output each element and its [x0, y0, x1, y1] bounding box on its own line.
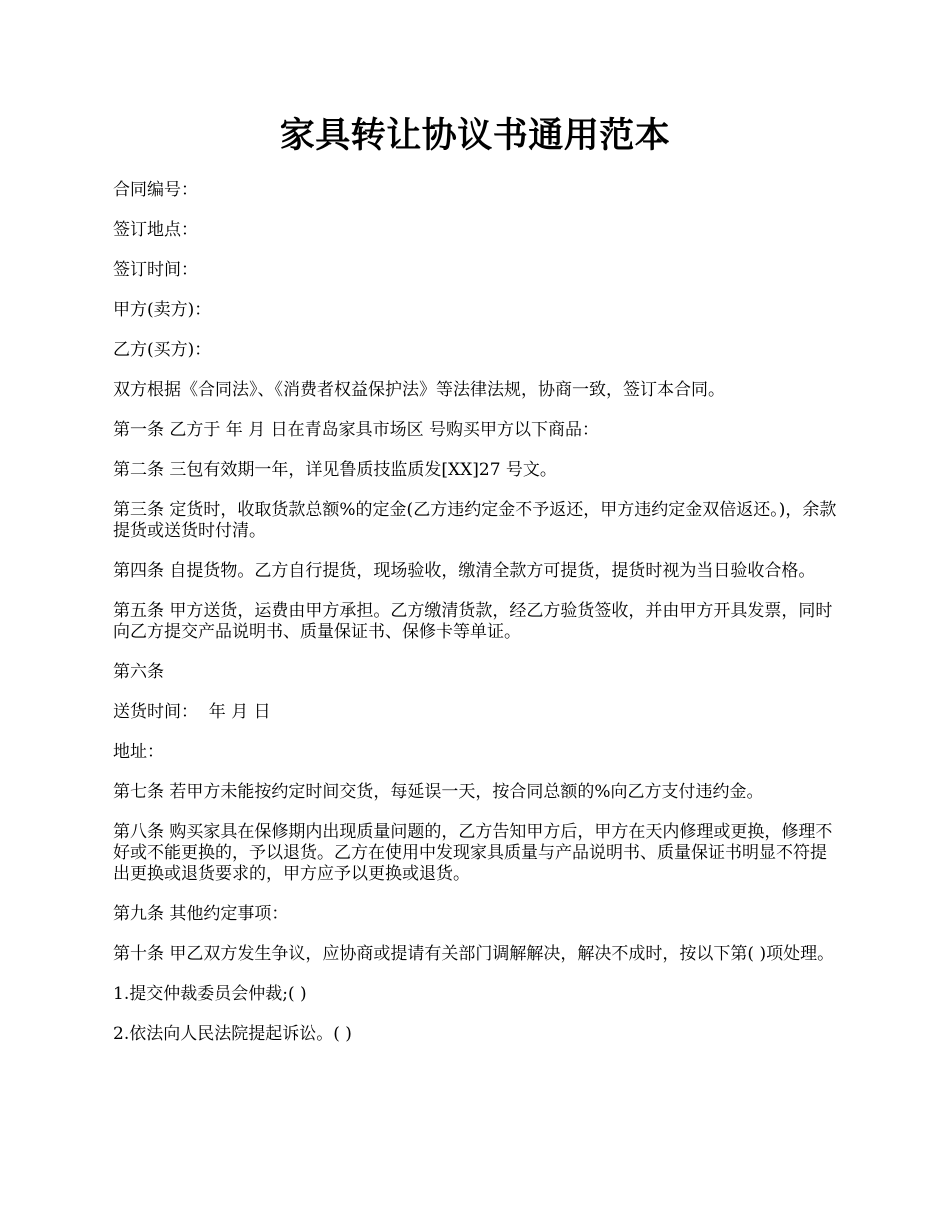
paragraph-preamble: 双方根据《合同法》、《消费者权益保护法》等法律法规，协商一致，签订本合同。 [113, 380, 725, 400]
paragraph-party-a: 甲方(卖方)： [113, 300, 212, 320]
paragraph-article-6: 第六条 [113, 662, 164, 682]
paragraph-option-1: 1.提交仲裁委员会仲裁;( ) [113, 984, 307, 1004]
paragraph-article-2: 第二条 三包有效期一年，详见鲁质技监质发[XX]27 号文。 [113, 460, 557, 480]
paragraph-article-3: 第三条 定货时，收取货款总额%的定金(乙方违约定金不予返还，甲方违约定金双倍返还。)，余款提货或送货时付清。 [113, 500, 837, 541]
paragraph-delivery-time: 送货时间： 年 月 日 [113, 702, 271, 722]
paragraph-option-2: 2.依法向人民法院提起诉讼。( ) [113, 1024, 352, 1044]
paragraph-signing-time: 签订时间： [113, 260, 198, 280]
paragraph-address: 地址： [113, 742, 164, 762]
paragraph-article-8: 第八条 购买家具在保修期内出现质量问题的，乙方告知甲方后，甲方在天内修理或更换，修理不好或不能更换的，予以退货。乙方在使用中发现家具质量与产品说明书、质量保证书明显不符提出更换或退货要求的，甲方应予以更换或退货。 [113, 822, 833, 884]
document-title: 家具转让协议书通用范本 [279, 115, 671, 156]
paragraph-article-1: 第一条 乙方于 年 月 日在青岛家具市场区 号购买甲方以下商品： [113, 420, 600, 440]
paragraph-article-5: 第五条 甲方送货，运费由甲方承担。乙方缴清货款，经乙方验货签收，并由甲方开具发票，同时向乙方提交产品说明书、质量保证书、保修卡等单证。 [113, 601, 833, 642]
paragraph-party-b: 乙方(买方)： [113, 340, 212, 360]
paragraph-article-10: 第十条 甲乙双方发生争议，应协商或提请有关部门调解解决，解决不成时，按以下第( )项处理。 [113, 944, 835, 964]
paragraph-article-7: 第七条 若甲方未能按约定时间交货，每延误一天，按合同总额的%向乙方支付违约金。 [113, 782, 764, 802]
paragraph-signing-place: 签订地点： [113, 220, 198, 240]
paragraph-article-4: 第四条 自提货物。乙方自行提货，现场验收，缴清全款方可提货，提货时视为当日验收合格。 [113, 561, 816, 581]
paragraph-article-9: 第九条 其他约定事项： [113, 904, 289, 924]
paragraph-contract-number: 合同编号： [113, 180, 198, 200]
document-body [113, 180, 843, 1064]
